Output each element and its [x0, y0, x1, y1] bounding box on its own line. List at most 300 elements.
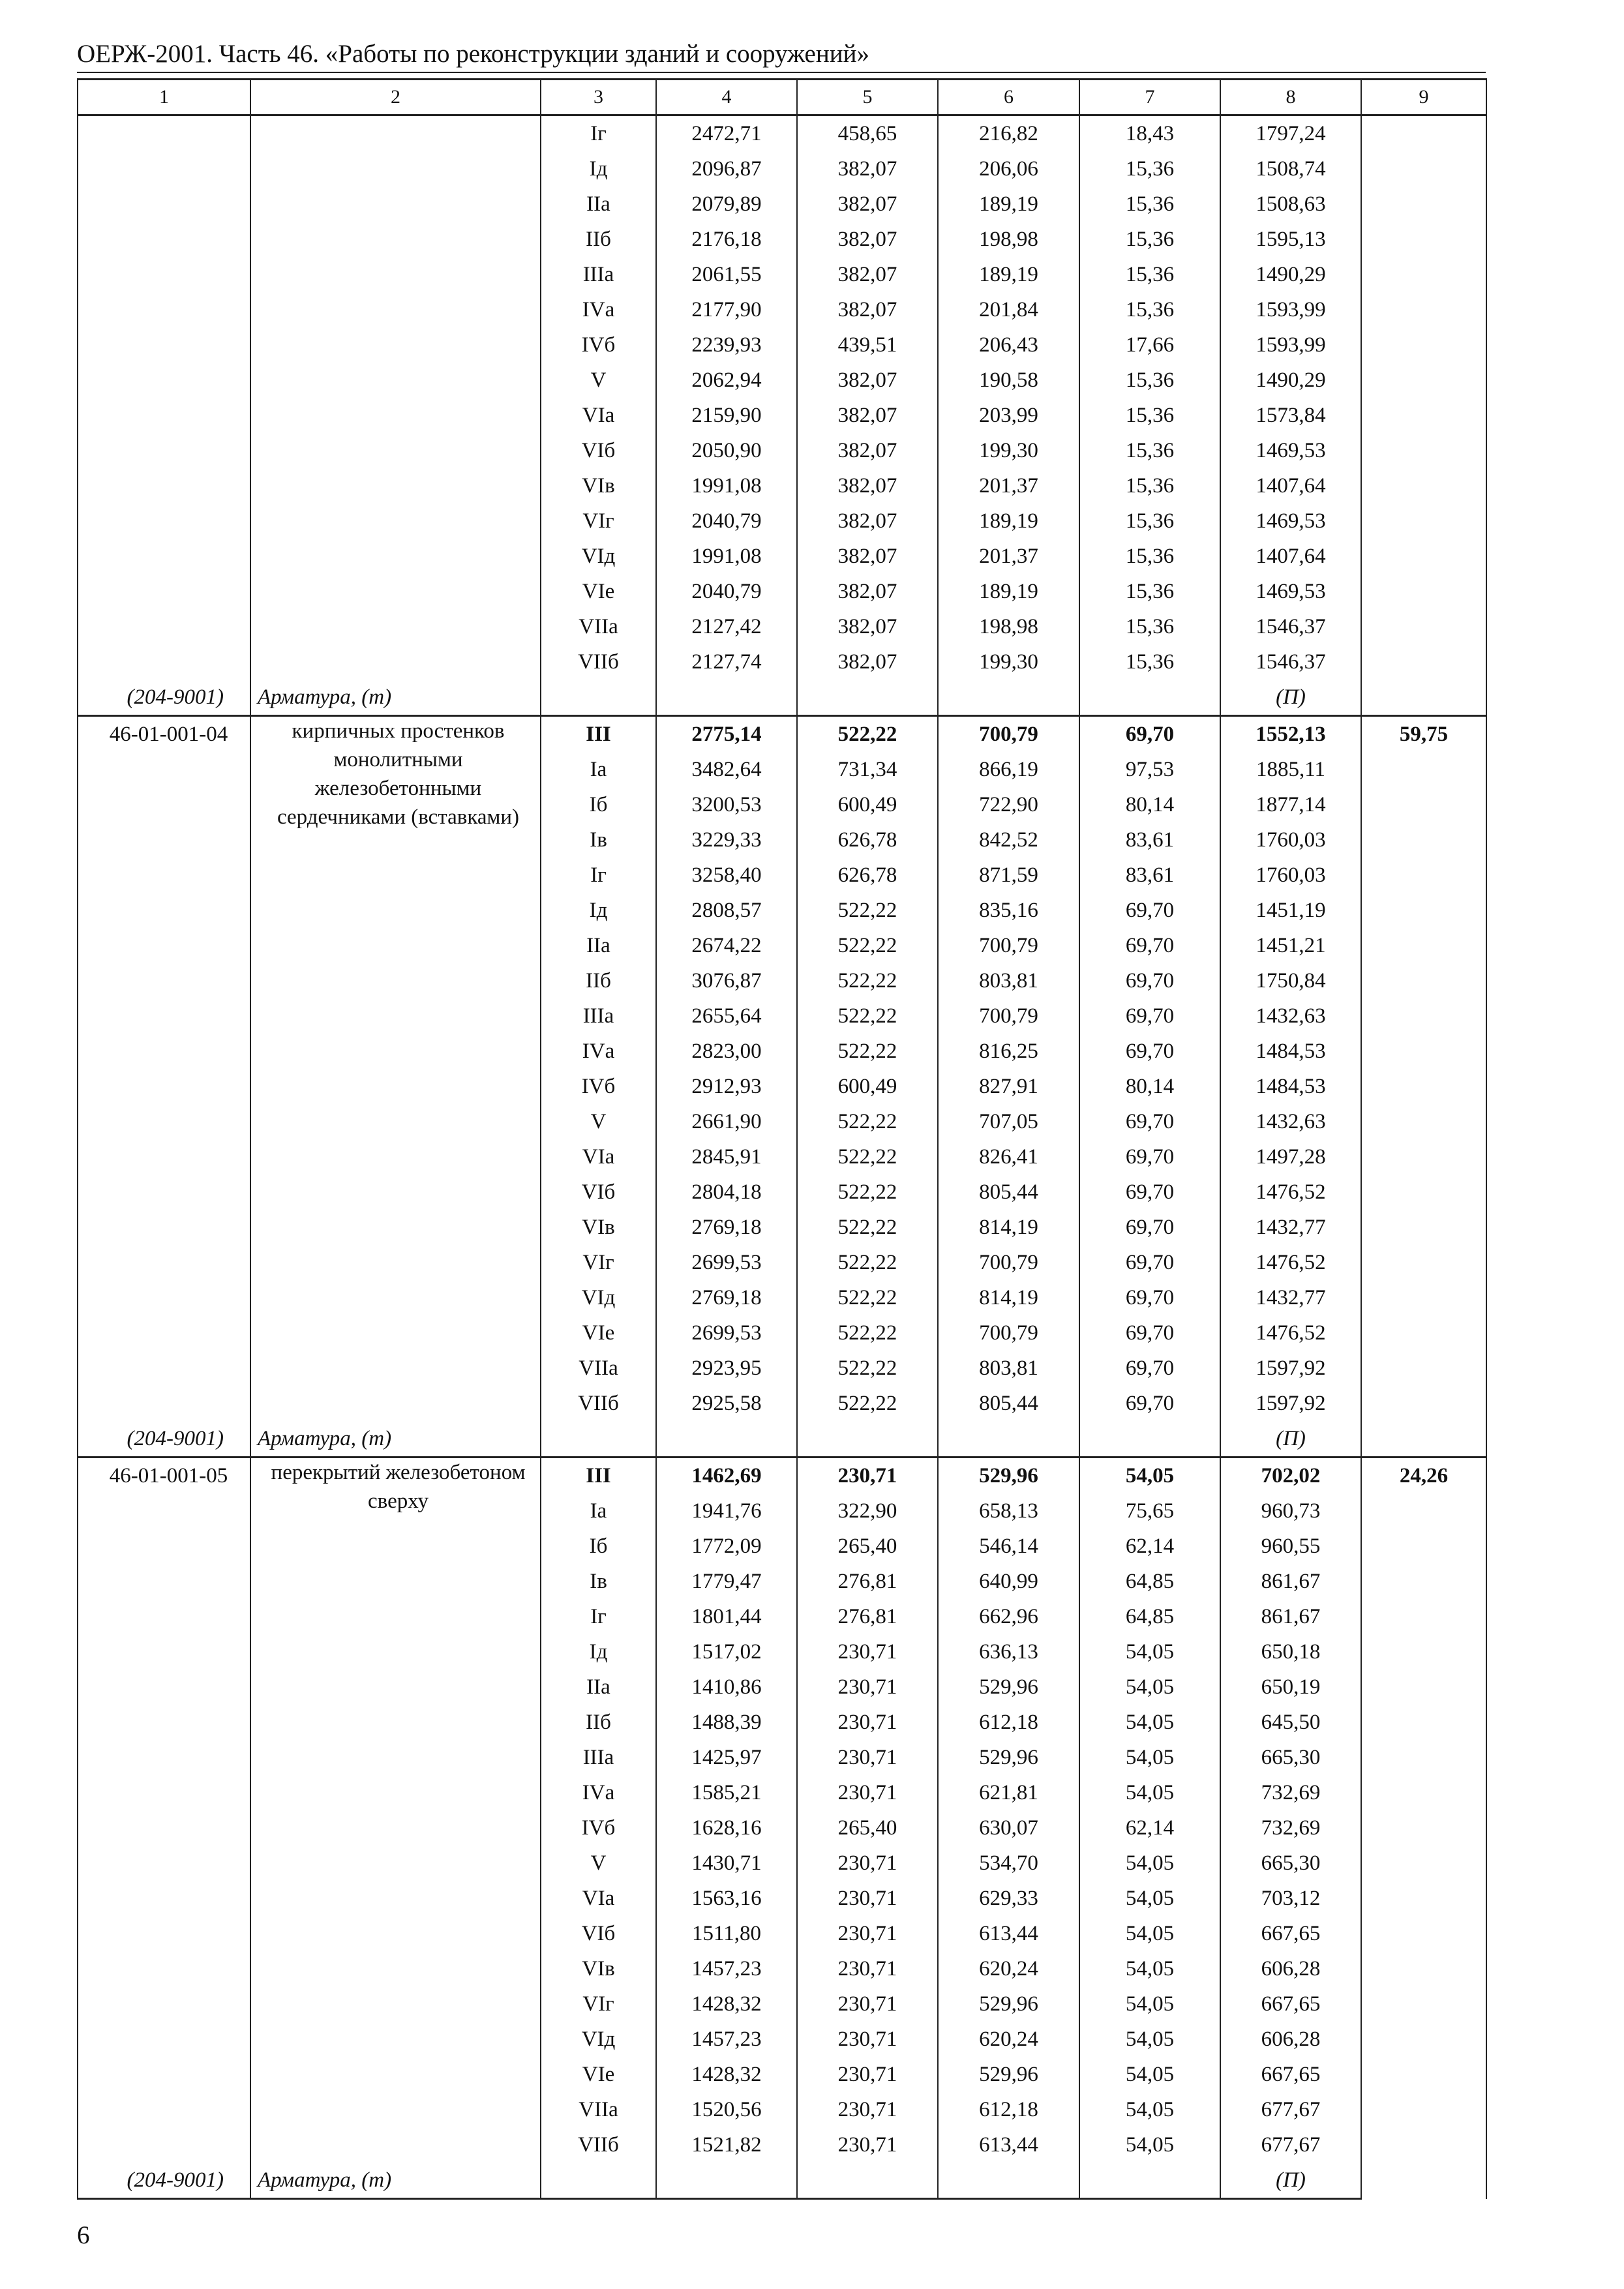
value-cell: 866,19: [938, 752, 1079, 787]
value-cell: 15,36: [1079, 222, 1220, 257]
value-cell: 2655,64: [656, 998, 797, 1034]
value-cell: 662,96: [938, 1599, 1079, 1634]
zone-cell: VIа: [541, 1881, 656, 1916]
zone-cell: VIе: [541, 2057, 656, 2092]
empty-cell: [1079, 1421, 1220, 1458]
zone-cell: V: [541, 363, 656, 398]
value-cell: 3076,87: [656, 963, 797, 998]
value-cell: 54,05: [1079, 2057, 1220, 2092]
value-cell: 1469,53: [1220, 503, 1361, 539]
value-cell: 2925,58: [656, 1386, 797, 1421]
empty-cell: [656, 2162, 797, 2199]
value-cell: 190,58: [938, 363, 1079, 398]
value-cell: 1779,47: [656, 1564, 797, 1599]
zone-cell: Iв: [541, 822, 656, 858]
value-cell: 69,70: [1079, 1210, 1220, 1245]
value-cell: 522,22: [797, 1174, 938, 1210]
resource-row: [78, 680, 1486, 716]
value-cell: 700,79: [938, 928, 1079, 963]
value-cell: 1991,08: [656, 468, 797, 503]
zone-cell: IVб: [541, 1810, 656, 1846]
item-code: [78, 115, 250, 680]
value-cell: 54,05: [1079, 1740, 1220, 1775]
value-cell: 2804,18: [656, 1174, 797, 1210]
value-cell: 80,14: [1079, 1069, 1220, 1104]
col-number: 4: [656, 80, 797, 115]
value-cell: 69,70: [1079, 1139, 1220, 1174]
value-cell: 2127,42: [656, 609, 797, 644]
value-cell: 814,19: [938, 1210, 1079, 1245]
value-cell: 1593,99: [1220, 292, 1361, 327]
value-cell: 600,49: [797, 787, 938, 822]
value-cell: 640,99: [938, 1564, 1079, 1599]
value-cell: 522,22: [797, 963, 938, 998]
value-cell: 1597,92: [1220, 1386, 1361, 1421]
resource-unit: Арматура, (т): [250, 1421, 541, 1458]
value-cell: 2096,87: [656, 151, 797, 187]
resource-code: (204-9001): [78, 680, 250, 716]
value-cell: 69,70: [1079, 963, 1220, 998]
value-cell: 2845,91: [656, 1139, 797, 1174]
value-cell: 69,70: [1079, 1245, 1220, 1280]
zone-cell: VIе: [541, 574, 656, 609]
value-cell: 620,24: [938, 2022, 1079, 2057]
resource-unit: Арматура, (т): [250, 2162, 541, 2199]
value-cell: 439,51: [797, 327, 938, 363]
value-cell: 1801,44: [656, 1599, 797, 1634]
zone-cell: V: [541, 1104, 656, 1139]
value-cell: 2661,90: [656, 1104, 797, 1139]
value-cell: 230,71: [797, 1846, 938, 1881]
value-cell: 1432,77: [1220, 1210, 1361, 1245]
value-cell: 54,05: [1079, 1458, 1220, 1494]
value-cell: 732,69: [1220, 1775, 1361, 1810]
value-cell: 2912,93: [656, 1069, 797, 1104]
resource-unit: Арматура, (т): [250, 680, 541, 716]
value-cell: 1469,53: [1220, 433, 1361, 468]
column-9-value: 59,75: [1361, 716, 1486, 1458]
value-cell: 54,05: [1079, 1634, 1220, 1669]
value-cell: 15,36: [1079, 433, 1220, 468]
value-cell: 230,71: [797, 1881, 938, 1916]
item-name: кирпичных простенков монолитными железобетонными сердечниками (вставками): [250, 716, 541, 1422]
value-cell: 522,22: [797, 893, 938, 928]
value-cell: 382,07: [797, 257, 938, 292]
zone-cell: Iа: [541, 1493, 656, 1529]
value-cell: 522,22: [797, 1210, 938, 1245]
table-body: [78, 80, 1486, 2199]
zone-cell: IVб: [541, 1069, 656, 1104]
value-cell: 1432,63: [1220, 1104, 1361, 1139]
value-cell: 54,05: [1079, 2022, 1220, 2057]
resource-row: [78, 1421, 1486, 1458]
value-cell: 626,78: [797, 822, 938, 858]
value-cell: 69,70: [1079, 1386, 1220, 1421]
value-cell: 69,70: [1079, 1280, 1220, 1315]
value-cell: 1476,52: [1220, 1315, 1361, 1351]
value-cell: 382,07: [797, 468, 938, 503]
norms-table: [77, 78, 1487, 2200]
empty-cell: [938, 2162, 1079, 2199]
value-cell: 667,65: [1220, 1916, 1361, 1951]
value-cell: 522,22: [797, 1351, 938, 1386]
value-cell: 15,36: [1079, 151, 1220, 187]
value-cell: 1430,71: [656, 1846, 797, 1881]
zone-cell: IIIа: [541, 1740, 656, 1775]
value-cell: 230,71: [797, 2022, 938, 2057]
value-cell: 69,70: [1079, 1351, 1220, 1386]
value-cell: 3200,53: [656, 787, 797, 822]
value-cell: 665,30: [1220, 1846, 1361, 1881]
value-cell: 1462,69: [656, 1458, 797, 1494]
value-cell: 700,79: [938, 998, 1079, 1034]
value-cell: 1797,24: [1220, 115, 1361, 152]
value-cell: 382,07: [797, 187, 938, 222]
value-cell: 2050,90: [656, 433, 797, 468]
zone-cell: VIб: [541, 433, 656, 468]
zone-cell: Iг: [541, 858, 656, 893]
value-cell: 230,71: [797, 1775, 938, 1810]
zone-cell: VIIа: [541, 1351, 656, 1386]
value-cell: 382,07: [797, 644, 938, 680]
empty-cell: [797, 1421, 938, 1458]
value-cell: 522,22: [797, 998, 938, 1034]
item-name: перекрытий железобетоном сверху: [250, 1458, 541, 2163]
value-cell: 15,36: [1079, 539, 1220, 574]
value-cell: 54,05: [1079, 1775, 1220, 1810]
value-cell: 1552,13: [1220, 716, 1361, 753]
value-cell: 650,18: [1220, 1634, 1361, 1669]
value-cell: 230,71: [797, 1669, 938, 1705]
value-cell: 707,05: [938, 1104, 1079, 1139]
value-cell: 805,44: [938, 1386, 1079, 1421]
value-cell: 2923,95: [656, 1351, 797, 1386]
value-cell: 1469,53: [1220, 574, 1361, 609]
zone-cell: Iб: [541, 787, 656, 822]
value-cell: 700,79: [938, 716, 1079, 753]
value-cell: 534,70: [938, 1846, 1079, 1881]
value-cell: 731,34: [797, 752, 938, 787]
zone-cell: III: [541, 1458, 656, 1494]
zone-cell: IIб: [541, 222, 656, 257]
resource-code: (204-9001): [78, 2162, 250, 2199]
value-cell: 97,53: [1079, 752, 1220, 787]
value-cell: 629,33: [938, 1881, 1079, 1916]
value-cell: 382,07: [797, 292, 938, 327]
value-cell: 15,36: [1079, 398, 1220, 433]
value-cell: 15,36: [1079, 468, 1220, 503]
value-cell: 230,71: [797, 1705, 938, 1740]
value-cell: 1476,52: [1220, 1245, 1361, 1280]
value-cell: 18,43: [1079, 115, 1220, 152]
value-cell: 230,71: [797, 1740, 938, 1775]
value-cell: 198,98: [938, 222, 1079, 257]
value-cell: 54,05: [1079, 1916, 1220, 1951]
value-cell: 382,07: [797, 222, 938, 257]
value-cell: 80,14: [1079, 787, 1220, 822]
value-cell: 529,96: [938, 1740, 1079, 1775]
value-cell: 722,90: [938, 787, 1079, 822]
value-cell: 201,37: [938, 539, 1079, 574]
value-cell: 62,14: [1079, 1529, 1220, 1564]
value-cell: 1521,82: [656, 2127, 797, 2162]
value-cell: 529,96: [938, 2057, 1079, 2092]
col-number: 7: [1079, 80, 1220, 115]
value-cell: 382,07: [797, 151, 938, 187]
value-cell: 613,44: [938, 1916, 1079, 1951]
zone-cell: IVа: [541, 1775, 656, 1810]
value-cell: 1488,39: [656, 1705, 797, 1740]
resource-class: (П): [1220, 1421, 1361, 1458]
value-cell: 1941,76: [656, 1493, 797, 1529]
value-cell: 1508,74: [1220, 151, 1361, 187]
zone-cell: VIе: [541, 1315, 656, 1351]
zone-cell: III: [541, 716, 656, 753]
value-cell: 203,99: [938, 398, 1079, 433]
value-cell: 64,85: [1079, 1564, 1220, 1599]
value-cell: 1585,21: [656, 1775, 797, 1810]
value-cell: 276,81: [797, 1599, 938, 1634]
value-cell: 600,49: [797, 1069, 938, 1104]
value-cell: 276,81: [797, 1564, 938, 1599]
value-cell: 199,30: [938, 644, 1079, 680]
value-cell: 216,82: [938, 115, 1079, 152]
zone-cell: Iд: [541, 1634, 656, 1669]
zone-cell: IIб: [541, 1705, 656, 1740]
value-cell: 2159,90: [656, 398, 797, 433]
zone-cell: Iд: [541, 893, 656, 928]
value-cell: 230,71: [797, 1951, 938, 1986]
value-cell: 626,78: [797, 858, 938, 893]
value-cell: 1484,53: [1220, 1069, 1361, 1104]
col-number: 8: [1220, 80, 1361, 115]
value-cell: 1457,23: [656, 2022, 797, 2057]
value-cell: 522,22: [797, 1104, 938, 1139]
zone-cell: Iв: [541, 1564, 656, 1599]
value-cell: 1407,64: [1220, 468, 1361, 503]
value-cell: 201,84: [938, 292, 1079, 327]
value-cell: 75,65: [1079, 1493, 1220, 1529]
value-cell: 3258,40: [656, 858, 797, 893]
resource-code: (204-9001): [78, 1421, 250, 1458]
value-cell: 1628,16: [656, 1810, 797, 1846]
value-cell: 1760,03: [1220, 822, 1361, 858]
zone-cell: IIб: [541, 963, 656, 998]
value-cell: 17,66: [1079, 327, 1220, 363]
zone-cell: VIг: [541, 503, 656, 539]
zone-cell: IVа: [541, 292, 656, 327]
value-cell: 54,05: [1079, 1705, 1220, 1740]
value-cell: 230,71: [797, 1634, 938, 1669]
value-cell: 826,41: [938, 1139, 1079, 1174]
value-cell: 522,22: [797, 716, 938, 753]
zone-cell: VIв: [541, 468, 656, 503]
value-cell: 322,90: [797, 1493, 938, 1529]
value-cell: 2769,18: [656, 1280, 797, 1315]
col-number: 9: [1361, 80, 1486, 115]
value-cell: 2472,71: [656, 115, 797, 152]
value-cell: 667,65: [1220, 1986, 1361, 2022]
value-cell: 1508,63: [1220, 187, 1361, 222]
value-cell: 871,59: [938, 858, 1079, 893]
value-cell: 2040,79: [656, 503, 797, 539]
value-cell: 15,36: [1079, 363, 1220, 398]
value-cell: 529,96: [938, 1669, 1079, 1705]
value-cell: 382,07: [797, 398, 938, 433]
value-cell: 2699,53: [656, 1245, 797, 1280]
value-cell: 1425,97: [656, 1740, 797, 1775]
value-cell: 1593,99: [1220, 327, 1361, 363]
value-cell: 3229,33: [656, 822, 797, 858]
value-cell: 702,02: [1220, 1458, 1361, 1494]
value-cell: 842,52: [938, 822, 1079, 858]
value-cell: 827,91: [938, 1069, 1079, 1104]
value-cell: 15,36: [1079, 187, 1220, 222]
zone-cell: IIIа: [541, 998, 656, 1034]
value-cell: 2769,18: [656, 1210, 797, 1245]
empty-cell: [656, 1421, 797, 1458]
zone-cell: VIа: [541, 398, 656, 433]
value-cell: 69,70: [1079, 893, 1220, 928]
value-cell: 529,96: [938, 1458, 1079, 1494]
value-cell: 700,79: [938, 1315, 1079, 1351]
value-cell: 606,28: [1220, 2022, 1361, 2057]
value-cell: 230,71: [797, 1916, 938, 1951]
value-cell: 1563,16: [656, 1881, 797, 1916]
value-cell: 3482,64: [656, 752, 797, 787]
value-cell: 54,05: [1079, 2127, 1220, 2162]
value-cell: 64,85: [1079, 1599, 1220, 1634]
page-header: ОЕРЖ-2001. Часть 46. «Работы по реконструкции зданий и сооружений»: [77, 40, 869, 68]
value-cell: 1546,37: [1220, 644, 1361, 680]
zone-cell: VIб: [541, 1174, 656, 1210]
value-cell: 2062,94: [656, 363, 797, 398]
value-cell: 382,07: [797, 503, 938, 539]
value-cell: 83,61: [1079, 822, 1220, 858]
value-cell: 522,22: [797, 1245, 938, 1280]
value-cell: 1490,29: [1220, 363, 1361, 398]
value-cell: 1772,09: [656, 1529, 797, 1564]
page-number: 6: [77, 2221, 90, 2249]
value-cell: 69,70: [1079, 1034, 1220, 1069]
value-cell: 805,44: [938, 1174, 1079, 1210]
value-cell: 2775,14: [656, 716, 797, 753]
value-cell: 1451,21: [1220, 928, 1361, 963]
value-cell: 620,24: [938, 1951, 1079, 1986]
header-rule: [77, 72, 1486, 73]
value-cell: 201,37: [938, 468, 1079, 503]
item-code: 46-01-001-04: [78, 716, 250, 1422]
value-cell: 703,12: [1220, 1881, 1361, 1916]
zone-cell: IIIа: [541, 257, 656, 292]
value-cell: 2176,18: [656, 222, 797, 257]
value-cell: 529,96: [938, 1986, 1079, 2022]
value-cell: 198,98: [938, 609, 1079, 644]
value-cell: 803,81: [938, 963, 1079, 998]
value-cell: 2674,22: [656, 928, 797, 963]
value-cell: 2808,57: [656, 893, 797, 928]
value-cell: 458,65: [797, 115, 938, 152]
value-cell: 1511,80: [656, 1916, 797, 1951]
value-cell: 206,43: [938, 327, 1079, 363]
value-cell: 230,71: [797, 1458, 938, 1494]
value-cell: 189,19: [938, 257, 1079, 292]
value-cell: 230,71: [797, 2127, 938, 2162]
value-cell: 69,70: [1079, 928, 1220, 963]
value-cell: 658,13: [938, 1493, 1079, 1529]
value-cell: 1410,86: [656, 1669, 797, 1705]
empty-cell: [1079, 680, 1220, 716]
main-row: [78, 1458, 1486, 1494]
col-number: 1: [78, 80, 250, 115]
value-cell: 814,19: [938, 1280, 1079, 1315]
value-cell: 2699,53: [656, 1315, 797, 1351]
value-cell: 835,16: [938, 893, 1079, 928]
zone-cell: Iа: [541, 752, 656, 787]
col-number: 2: [250, 80, 541, 115]
value-cell: 665,30: [1220, 1740, 1361, 1775]
value-cell: 1760,03: [1220, 858, 1361, 893]
zone-cell: IVб: [541, 327, 656, 363]
value-cell: 69,70: [1079, 998, 1220, 1034]
value-cell: 199,30: [938, 433, 1079, 468]
value-cell: 54,05: [1079, 1951, 1220, 1986]
value-cell: 69,70: [1079, 1174, 1220, 1210]
value-cell: 1750,84: [1220, 963, 1361, 998]
value-cell: 15,36: [1079, 609, 1220, 644]
value-cell: 522,22: [797, 1386, 938, 1421]
value-cell: 54,05: [1079, 1986, 1220, 2022]
column-9-value: [1361, 115, 1486, 716]
zone-cell: IIа: [541, 928, 656, 963]
resource-row: [78, 2162, 1486, 2199]
value-cell: 861,67: [1220, 1599, 1361, 1634]
zone-cell: VIд: [541, 539, 656, 574]
value-cell: 1885,11: [1220, 752, 1361, 787]
zone-cell: IVа: [541, 1034, 656, 1069]
value-cell: 606,28: [1220, 1951, 1361, 1986]
item-name: [250, 115, 541, 680]
resource-class: (П): [1220, 2162, 1361, 2199]
value-cell: 1595,13: [1220, 222, 1361, 257]
value-cell: 1407,64: [1220, 539, 1361, 574]
value-cell: 189,19: [938, 574, 1079, 609]
value-cell: 1573,84: [1220, 398, 1361, 433]
value-cell: 15,36: [1079, 292, 1220, 327]
zone-cell: VIд: [541, 2022, 656, 2057]
value-cell: 2061,55: [656, 257, 797, 292]
value-cell: 650,19: [1220, 1669, 1361, 1705]
value-cell: 189,19: [938, 503, 1079, 539]
zone-cell: VIб: [541, 1916, 656, 1951]
value-cell: 382,07: [797, 574, 938, 609]
col-number: 5: [797, 80, 938, 115]
value-cell: 522,22: [797, 1034, 938, 1069]
empty-cell: [541, 1421, 656, 1458]
value-cell: 522,22: [797, 1315, 938, 1351]
value-cell: 612,18: [938, 1705, 1079, 1740]
value-cell: 54,05: [1079, 1846, 1220, 1881]
value-cell: 1520,56: [656, 2092, 797, 2127]
value-cell: 382,07: [797, 433, 938, 468]
value-cell: 861,67: [1220, 1564, 1361, 1599]
value-cell: 382,07: [797, 539, 938, 574]
value-cell: 54,05: [1079, 1881, 1220, 1916]
table-row: [78, 115, 1486, 152]
col-number: 3: [541, 80, 656, 115]
value-cell: 1432,63: [1220, 998, 1361, 1034]
value-cell: 1476,52: [1220, 1174, 1361, 1210]
